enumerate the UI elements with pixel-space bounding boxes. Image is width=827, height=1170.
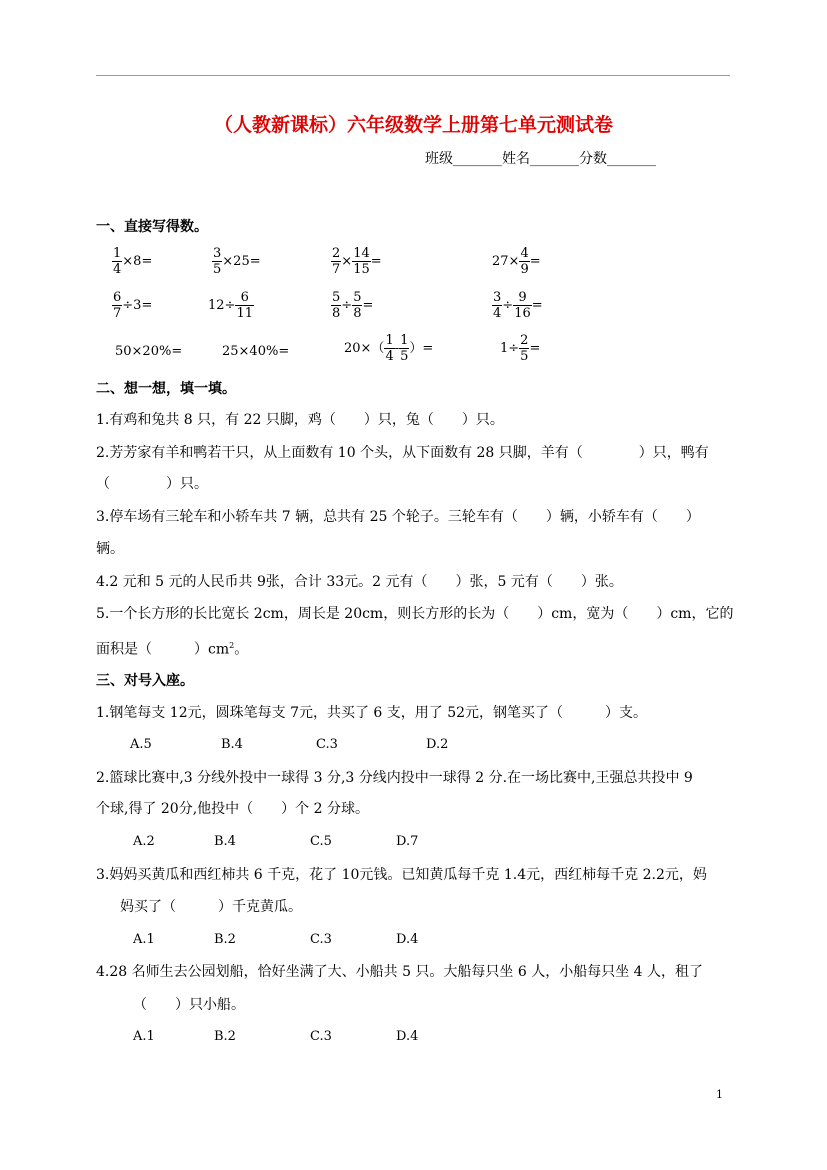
option-b: B.4	[221, 737, 243, 752]
question-text: 妈买了（ ）千克黄瓜。	[120, 899, 302, 915]
calc-item: $\frac{6}{7}$ ÷3=	[113, 290, 153, 321]
option-a: A.1	[133, 932, 155, 947]
option-a: A.2	[133, 834, 155, 849]
option-b: B.2	[214, 1029, 236, 1044]
question-text: 面积是（ ）$cm^2$。	[96, 641, 249, 658]
option-c: C.3	[316, 737, 338, 752]
calc-item: $\frac{1}{4}$ ×8=	[113, 246, 153, 277]
option-c: C.3	[310, 1029, 332, 1044]
page-number: 1	[716, 1088, 723, 1101]
calc-item: 25×40%=	[222, 344, 290, 359]
question-text: 1.有鸡和兔共 8 只，有 22 只脚，鸡（ ）只，兔（ ）只。	[96, 412, 504, 428]
student-info-line: 班级_______姓名_______分数_______	[425, 151, 656, 167]
option-d: D.2	[426, 737, 449, 752]
question-text: 4.28 名师生去公园划船，恰好坐满了大、小船共 5 只。大船每只坐 6 人，小船每只坐 4 人，租了	[96, 964, 704, 980]
question-text: 2.芳芳家有羊和鸭若干只，从上面数有 10 个头，从下面数有 28 只脚，羊有（ ）只，鸭有	[96, 445, 709, 461]
section3-heading: 三、对号入座。	[96, 673, 194, 689]
option-a: A.1	[133, 1029, 155, 1044]
option-d: D.4	[396, 932, 419, 947]
section2-heading: 二、想一想，填一填。	[96, 381, 236, 397]
question-text: （ ）只。	[96, 476, 208, 492]
question-text: 个球,得了 20分,他投中（ ）个 2 分球。	[96, 801, 369, 817]
section1-heading: 一、直接写得数。	[96, 219, 208, 235]
option-b: B.2	[214, 932, 236, 947]
calc-item: $\frac{3}{4}$ ÷ $\frac{9}{16}$ =	[493, 290, 543, 321]
calc-item: $\frac{5}{8}$ ÷ $\frac{5}{8}$ =	[332, 290, 374, 321]
option-b: B.4	[214, 834, 236, 849]
calc-item: $\frac{3}{5}$ ×25=	[213, 246, 261, 277]
question-text: （ ）只小船。	[133, 997, 245, 1013]
option-d: D.7	[396, 834, 419, 849]
question-text: 3.妈妈买黄瓜和西红柿共 6 千克，花了 10元钱。已知黄瓜每千克 1.4元，西红柿每千克 2.2元，妈	[96, 867, 707, 883]
question-text: 4.2 元和 5 元的人民币共 9张，合计 33元。2 元有（ ）张，5 元有（ ）张。	[96, 574, 623, 590]
question-text: 3.停车场有三轮车和小轿车共 7 辆，总共有 25 个轮子。三轮车有（ ）辆，小轿车有（ ）	[96, 509, 700, 525]
option-c: C.3	[310, 932, 332, 947]
calc-item: 27× $\frac{4}{9}$ =	[492, 246, 541, 277]
option-d: D.4	[396, 1029, 419, 1044]
calc-item: 12÷ $\frac{6}{11}$	[208, 290, 253, 321]
calc-item: $\frac{2}{7}$ × $\frac{14}{15}$ =	[332, 246, 382, 277]
option-c: C.5	[310, 834, 332, 849]
question-text: 5.一个长方形的长比宽长 2cm，周长是 20cm，则长方形的长为（ ）cm，宽为（ ）cm，它的	[96, 606, 734, 622]
calc-item: 20×（ $\frac{1}{4}$ - $\frac{1}{5}$ ）=	[344, 333, 434, 364]
calc-item: 50×20%=	[115, 344, 183, 359]
question-text: 辆。	[96, 541, 124, 557]
page-title: （人教新课标）六年级数学上册第七单元测试卷	[213, 114, 613, 136]
calc-item: 1÷ $\frac{2}{5}$ =	[500, 333, 541, 364]
question-text: 2.篮球比赛中,3 分线外投中一球得 3 分,3 分线内投中一球得 2 分.在一场比赛中,王强总共投中 9	[96, 770, 693, 786]
header-rule	[96, 75, 730, 76]
question-text: 1.钢笔每支 12元，圆珠笔每支 7元，共买了 6 支，用了 52元，钢笔买了（ ）支。	[96, 705, 648, 721]
option-a: A.5	[130, 737, 152, 752]
